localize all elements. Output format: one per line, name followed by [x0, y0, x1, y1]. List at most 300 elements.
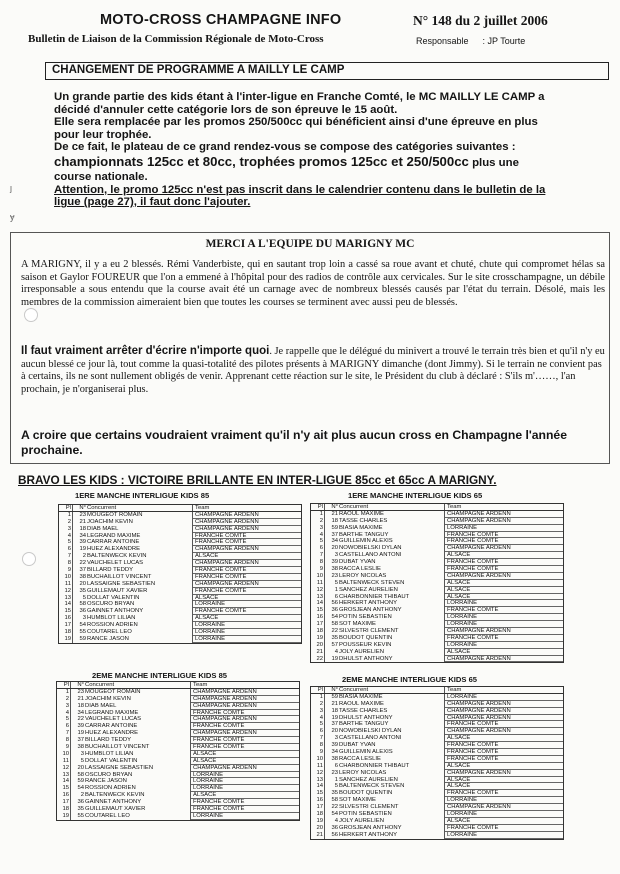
- table-row: [311, 607, 563, 614]
- team: ALSACE: [191, 792, 299, 799]
- thanks-box: [10, 232, 610, 464]
- rider-name: BALTENWECK KEVIN: [87, 553, 193, 560]
- rider-number: 18: [331, 707, 338, 714]
- table-row: [57, 716, 299, 723]
- rider-name: COUTAREL LEO: [87, 629, 193, 636]
- place: 17: [311, 804, 325, 811]
- table-row: [311, 770, 563, 777]
- rider-number: 58: [331, 621, 338, 628]
- place: 17: [57, 799, 71, 806]
- table-row: [311, 566, 563, 573]
- place: 3: [311, 525, 325, 532]
- rider-number: 57: [331, 641, 338, 648]
- table-row: [311, 580, 563, 587]
- rider-number: 5: [80, 757, 84, 764]
- table-row: [311, 832, 563, 839]
- programme-change-heading: CHANGEMENT DE PROGRAMME A MAILLY LE CAMP: [45, 62, 609, 80]
- team: FRANCHE COMTE: [191, 806, 299, 813]
- rider-number: 20: [331, 728, 338, 735]
- rider-name: HUMBLOT LILIAN: [87, 615, 193, 622]
- rider-number: 23: [331, 572, 338, 579]
- table-row: [311, 715, 563, 722]
- place: 8: [311, 559, 325, 566]
- table-row: [57, 758, 299, 765]
- rider-number: 6: [334, 593, 338, 600]
- punch-hole: [22, 552, 36, 566]
- team: ALSACE: [193, 615, 301, 622]
- place: 10: [59, 574, 73, 581]
- place: 4: [57, 710, 71, 717]
- table-row: [59, 615, 301, 622]
- table-row: [59, 533, 301, 540]
- col-place: Pl: [59, 505, 73, 511]
- team: LORRAINE: [445, 797, 563, 804]
- rider-name: GROSJEAN ANTHONY: [339, 607, 445, 614]
- place: 19: [311, 818, 325, 825]
- table-row: [59, 588, 301, 595]
- place: 7: [311, 735, 325, 742]
- rider-name: MOUGEOT ROMAIN: [85, 689, 191, 696]
- team: FRANCHE COMTE: [445, 532, 563, 539]
- rider-name: CARRAR ANTOINE: [87, 539, 193, 546]
- rider-name: JOACHIM KEVIN: [87, 519, 193, 526]
- table-row: [59, 622, 301, 629]
- table-row: [59, 512, 301, 519]
- team: ALSACE: [191, 751, 299, 758]
- rider-number: 20: [79, 580, 86, 587]
- rider-number: 59: [79, 635, 86, 642]
- team: FRANCHE COMTE: [445, 749, 563, 756]
- results-table-65-2: [310, 686, 564, 840]
- rider-number: 19: [331, 655, 338, 662]
- team: LORRAINE: [445, 621, 563, 628]
- table-row: [57, 689, 299, 696]
- rider-name: LEROY NICOLAS: [339, 573, 445, 580]
- rider-number: 21: [331, 510, 338, 517]
- rider-name: DUBAT YVAN: [339, 742, 445, 749]
- rider-name: NOWOBIELSKI DYLAN: [339, 545, 445, 552]
- warning-line: Attention, le promo 125cc n'est pas inscrit dans le calendrier contenu dans le bulletin de la: [54, 183, 546, 196]
- table-row: [311, 525, 563, 532]
- rider-name: HUEZ ALEXANDRE: [85, 730, 191, 737]
- rider-name: MOUGEOT ROMAIN: [87, 512, 193, 519]
- place: 6: [311, 728, 325, 735]
- table-row: [57, 703, 299, 710]
- place: 18: [311, 628, 325, 635]
- race-title: 1ERE MANCHE INTERLIGUE KIDS 65: [348, 491, 483, 500]
- table-row: [57, 751, 299, 758]
- team: FRANCHE COMTE: [191, 799, 299, 806]
- table-row: [311, 587, 563, 594]
- rider-name: BIASIA MAXIME: [339, 694, 445, 701]
- rider-name: CASTELLANO ANTONI: [339, 735, 445, 742]
- rider-number: 5: [334, 579, 338, 586]
- table-row: [311, 783, 563, 790]
- table-row: [311, 545, 563, 552]
- notice-line: De ce fait, le plateau de ce grand rendez-vous se compose des catégories suivantes :: [54, 141, 516, 154]
- rider-name: RACCA LESLIE: [339, 566, 445, 573]
- col-rider: Concurrent: [85, 682, 191, 688]
- place: 9: [311, 749, 325, 756]
- rider-number: 19: [331, 714, 338, 721]
- rider-number: 35: [79, 587, 86, 594]
- rider-number: 3: [80, 750, 84, 757]
- table-row: [57, 730, 299, 737]
- rider-name: DIAB MAEL: [85, 703, 191, 710]
- rider-name: HUEZ ALEXANDRE: [87, 546, 193, 553]
- notice-line: décidé d'annuler cette catégorie lors de son épreuve le 15 août.: [54, 103, 398, 116]
- rider-number: 19: [79, 546, 86, 553]
- place: 8: [311, 742, 325, 749]
- place: 15: [311, 607, 325, 614]
- table-header: [311, 504, 563, 511]
- rider-name: GAINNET ANTHONY: [87, 608, 193, 615]
- rider-number: 38: [77, 744, 84, 751]
- rider-name: LASSAIGNE SEBASTIEN: [85, 765, 191, 772]
- thanks-emphasis: Il faut vraiment arrêter d'écrire n'importe quoi: [21, 345, 270, 357]
- rider-name: DUBAT YVAN: [339, 559, 445, 566]
- thanks-paragraph: A MARIGNY, il y a eu 2 blessés. Rémi Vanderbiste, qui en sautant trop loin a cassé sa roue avant et chuté, chute qui compromet hélas sa saison et Gaylor FOUREUR que l'on a emmené à l'hôpital pour des radios de contrôle aux cervicales. Sur le site crosschampagne, un débile irresponsable a sous entendu que la course avait été un carnage avec de nombreux blessés causés par l'état du terrain. Désolé, mais les membres de la commission aimeraient bien que toutes les courses se terminent avec aussi peu de blessés.: [21, 259, 605, 309]
- place: 13: [311, 777, 325, 784]
- table-header: [311, 687, 563, 694]
- team: ALSACE: [193, 595, 301, 602]
- table-row: [311, 735, 563, 742]
- place: 7: [311, 552, 325, 559]
- table-row: [311, 649, 563, 656]
- rider-number: 59: [77, 778, 84, 785]
- table-row: [59, 553, 301, 560]
- table-row: [311, 790, 563, 797]
- place: 7: [57, 730, 71, 737]
- team: CHAMPAGNE ARDENN: [193, 546, 301, 553]
- table-row: [57, 710, 299, 717]
- rider-number: 18: [331, 517, 338, 524]
- notice-line: course nationale.: [54, 170, 148, 183]
- rider-number: 37: [77, 737, 84, 744]
- team: ALSACE: [445, 818, 563, 825]
- rider-number: 21: [79, 518, 86, 525]
- team: CHAMPAGNE ARDENN: [445, 656, 563, 663]
- rider-name: BARTHE TANGUY: [339, 721, 445, 728]
- place: 5: [311, 721, 325, 728]
- table-row: [311, 701, 563, 708]
- place: 4: [311, 715, 325, 722]
- place: 14: [57, 778, 71, 785]
- place: 9: [57, 744, 71, 751]
- place: 7: [59, 553, 73, 560]
- col-rider: Concurrent: [339, 504, 445, 510]
- team: ALSACE: [445, 580, 563, 587]
- scan-mark: ɏ: [10, 212, 15, 222]
- team: CHAMPAGNE ARDENN: [445, 701, 563, 708]
- place: 18: [59, 629, 73, 636]
- scan-mark: ȷ: [10, 183, 12, 193]
- team: LORRAINE: [445, 694, 563, 701]
- team: CHAMPAGNE ARDENN: [191, 716, 299, 723]
- categories-text: championnats 125cc et 80cc, trophées promos 125cc et 250/500cc: [54, 153, 469, 169]
- team: LORRAINE: [193, 636, 301, 643]
- team: FRANCHE COMTE: [445, 538, 563, 545]
- rider-name: LEGRAND MAXIME: [85, 710, 191, 717]
- team: CHAMPAGNE ARDENN: [191, 703, 299, 710]
- place: 11: [311, 580, 325, 587]
- rider-name: CHARBONNIER THIBAUT: [339, 763, 445, 770]
- place: 12: [57, 765, 71, 772]
- rider-number: 39: [79, 539, 86, 546]
- place: 10: [311, 573, 325, 580]
- place: 17: [59, 622, 73, 629]
- place: 3: [311, 708, 325, 715]
- rider-number: 4: [334, 817, 338, 824]
- table-row: [311, 804, 563, 811]
- place: 21: [311, 832, 325, 839]
- rider-number: 2: [80, 792, 84, 799]
- place: 10: [311, 756, 325, 763]
- rider-name: RACCA LESLIE: [339, 756, 445, 763]
- rider-number: 2: [82, 553, 86, 560]
- rider-number: 6: [334, 762, 338, 769]
- rider-name: CARRAR ANTOINE: [85, 723, 191, 730]
- team: LORRAINE: [191, 778, 299, 785]
- place: 15: [311, 790, 325, 797]
- table-row: [311, 797, 563, 804]
- col-place: Pl: [57, 682, 71, 688]
- place: 4: [311, 532, 325, 539]
- rider-number: 3: [82, 615, 86, 622]
- team: FRANCHE COMTE: [193, 574, 301, 581]
- place: 3: [57, 703, 71, 710]
- rider-number: 21: [77, 695, 84, 702]
- place: 6: [311, 545, 325, 552]
- table-row: [57, 813, 299, 820]
- table-row: [59, 608, 301, 615]
- team: CHAMPAGNE ARDENN: [445, 804, 563, 811]
- rider-number: 38: [331, 755, 338, 762]
- race-title: 2EME MANCHE INTERLIGUE KIDS 65: [342, 675, 478, 684]
- team: ALSACE: [191, 758, 299, 765]
- table-row: [57, 806, 299, 813]
- table-row: [311, 763, 563, 770]
- team: FRANCHE COMTE: [445, 790, 563, 797]
- table-row: [59, 595, 301, 602]
- rider-name: GUILLEMIN ALEXIS: [339, 538, 445, 545]
- rider-number: 1: [334, 776, 338, 783]
- team: ALSACE: [445, 552, 563, 559]
- place: 2: [57, 696, 71, 703]
- table-row: [311, 552, 563, 559]
- team: FRANCHE COMTE: [445, 559, 563, 566]
- rider-name: BOUDOT QUENTIN: [339, 635, 445, 642]
- table-row: [57, 765, 299, 772]
- place: 17: [311, 621, 325, 628]
- table-row: [311, 756, 563, 763]
- rider-number: 34: [331, 538, 338, 545]
- table-row: [59, 519, 301, 526]
- rider-name: DHULST ANTHONY: [339, 656, 445, 663]
- place: 10: [57, 751, 71, 758]
- team: CHAMPAGNE ARDENN: [445, 770, 563, 777]
- rider-name: POTIN SEBASTIEN: [339, 811, 445, 818]
- col-team: Team: [447, 687, 462, 693]
- place: 11: [57, 758, 71, 765]
- place: 19: [59, 636, 73, 643]
- table-row: [59, 581, 301, 588]
- team: ALSACE: [445, 735, 563, 742]
- rider-name: ROSSION ADRIEN: [85, 785, 191, 792]
- thanks-conclusion: A croire que certains voudraient vraiment qu'il n'y ait plus aucun cross en Champagne l'année prochaine.: [21, 428, 567, 457]
- rider-number: 22: [331, 628, 338, 635]
- rider-number: 36: [79, 608, 86, 615]
- team: CHAMPAGNE ARDENN: [445, 511, 563, 518]
- rider-number: 34: [79, 532, 86, 539]
- rider-number: 18: [79, 525, 86, 532]
- thanks-title: MERCI A L'EQUIPE DU MARIGNY MC: [205, 238, 415, 250]
- team: LORRAINE: [445, 811, 563, 818]
- place: 9: [311, 566, 325, 573]
- table-row: [311, 600, 563, 607]
- col-rider: Concurrent: [87, 505, 193, 511]
- rider-number: 1: [334, 586, 338, 593]
- table-row: [59, 546, 301, 553]
- place: 18: [57, 806, 71, 813]
- rider-number: 22: [79, 560, 86, 567]
- rider-number: 34: [331, 749, 338, 756]
- rider-number: 19: [77, 730, 84, 737]
- team: FRANCHE COMTE: [191, 723, 299, 730]
- table-row: [57, 792, 299, 799]
- rider-number: 20: [331, 545, 338, 552]
- team: LORRAINE: [191, 772, 299, 779]
- team: CHAMPAGNE ARDENN: [445, 715, 563, 722]
- race-title: 1ERE MANCHE INTERLIGUE KIDS 85: [75, 491, 210, 500]
- table-row: [311, 532, 563, 539]
- rider-name: SILVESTRI CLEMENT: [339, 804, 445, 811]
- team: ALSACE: [445, 763, 563, 770]
- rider-name: DOLLAT VALENTIN: [85, 758, 191, 765]
- rider-number: 54: [331, 614, 338, 621]
- rider-number: 23: [77, 688, 84, 695]
- place: 19: [311, 635, 325, 642]
- rider-name: DHULST ANTHONY: [339, 715, 445, 722]
- team: CHAMPAGNE ARDENN: [191, 696, 299, 703]
- place: 1: [59, 512, 73, 519]
- issue-number: N° 148 du 2 juillet 2006: [413, 13, 548, 28]
- team: ALSACE: [445, 783, 563, 790]
- rider-number: 5: [82, 594, 86, 601]
- rider-number: 38: [331, 566, 338, 573]
- rider-name: LASSAIGNE SEBASTIEN: [87, 581, 193, 588]
- place: 14: [311, 600, 325, 607]
- rider-name: RAOUL MAXIME: [339, 511, 445, 518]
- rider-number: 35: [77, 806, 84, 813]
- programme-change-text: [54, 91, 594, 209]
- rider-name: BARTHE TANGUY: [339, 532, 445, 539]
- rider-name: SILVESTRI CLEMENT: [339, 628, 445, 635]
- team: LORRAINE: [445, 642, 563, 649]
- place: 13: [311, 594, 325, 601]
- team: ALSACE: [445, 594, 563, 601]
- place: 1: [311, 511, 325, 518]
- table-row: [311, 777, 563, 784]
- rider-number: 37: [331, 721, 338, 728]
- place: 11: [311, 763, 325, 770]
- table-row: [57, 723, 299, 730]
- table-header: [59, 505, 301, 512]
- rider-number: 20: [77, 764, 84, 771]
- team: CHAMPAGNE ARDENN: [191, 689, 299, 696]
- team: LORRAINE: [193, 629, 301, 636]
- table-row: [311, 628, 563, 635]
- results-table-85-2: [56, 681, 300, 821]
- rider-name: SOT MAXIME: [339, 621, 445, 628]
- rider-name: JOACHIM KEVIN: [85, 696, 191, 703]
- team: CHAMPAGNE ARDENN: [445, 628, 563, 635]
- rider-number: 23: [331, 769, 338, 776]
- rider-number: 54: [331, 811, 338, 818]
- table-row: [59, 567, 301, 574]
- rider-name: CASTELLANO ANTONI: [339, 552, 445, 559]
- rider-number: 3: [334, 735, 338, 742]
- table-row: [59, 539, 301, 546]
- team: FRANCHE COMTE: [193, 588, 301, 595]
- team: LORRAINE: [445, 832, 563, 839]
- team: FRANCHE COMTE: [445, 742, 563, 749]
- rider-name: NOWOBIELSKI DYLAN: [339, 728, 445, 735]
- team: FRANCHE COMTE: [191, 737, 299, 744]
- rider-number: 58: [331, 797, 338, 804]
- col-place: Pl: [311, 687, 325, 693]
- table-row: [311, 559, 563, 566]
- team: LORRAINE: [193, 601, 301, 608]
- table-row: [57, 772, 299, 779]
- table-row: [57, 778, 299, 785]
- table-row: [311, 728, 563, 735]
- place: 14: [311, 783, 325, 790]
- warning-line: ligue (page 27), il faut donc l'ajouter.: [54, 196, 251, 209]
- table-row: [311, 511, 563, 518]
- rider-number: 36: [77, 799, 84, 806]
- team: LORRAINE: [445, 525, 563, 532]
- rider-number: 22: [77, 716, 84, 723]
- team: LORRAINE: [193, 622, 301, 629]
- rider-name: DIAB MAEL: [87, 526, 193, 533]
- col-rider: Concurrent: [339, 687, 445, 693]
- team: LORRAINE: [191, 813, 299, 820]
- rider-name: POTIN SEBASTIEN: [339, 614, 445, 621]
- team: CHAMPAGNE ARDENN: [193, 581, 301, 588]
- place: 21: [311, 649, 325, 656]
- place: 9: [59, 567, 73, 574]
- rider-number: 54: [79, 622, 86, 629]
- table-row: [311, 594, 563, 601]
- table-row: [57, 744, 299, 751]
- place: 8: [59, 560, 73, 567]
- rider-name: SANCHEZ AURELIEN: [339, 777, 445, 784]
- rider-number: 21: [331, 700, 338, 707]
- place: 1: [311, 694, 325, 701]
- thanks-paragraph-2: [21, 345, 605, 397]
- col-team: Team: [195, 505, 210, 511]
- team: FRANCHE COMTE: [445, 825, 563, 832]
- rider-name: GUILLEMAUT XAVIER: [87, 588, 193, 595]
- responsable-label: Responsable: [416, 36, 469, 46]
- responsable-name: : JP Tourte: [482, 36, 526, 46]
- rider-number: 4: [334, 648, 338, 655]
- place: 12: [59, 588, 73, 595]
- rider-number: 55: [79, 629, 86, 636]
- place: 13: [57, 772, 71, 779]
- place: 19: [57, 813, 71, 820]
